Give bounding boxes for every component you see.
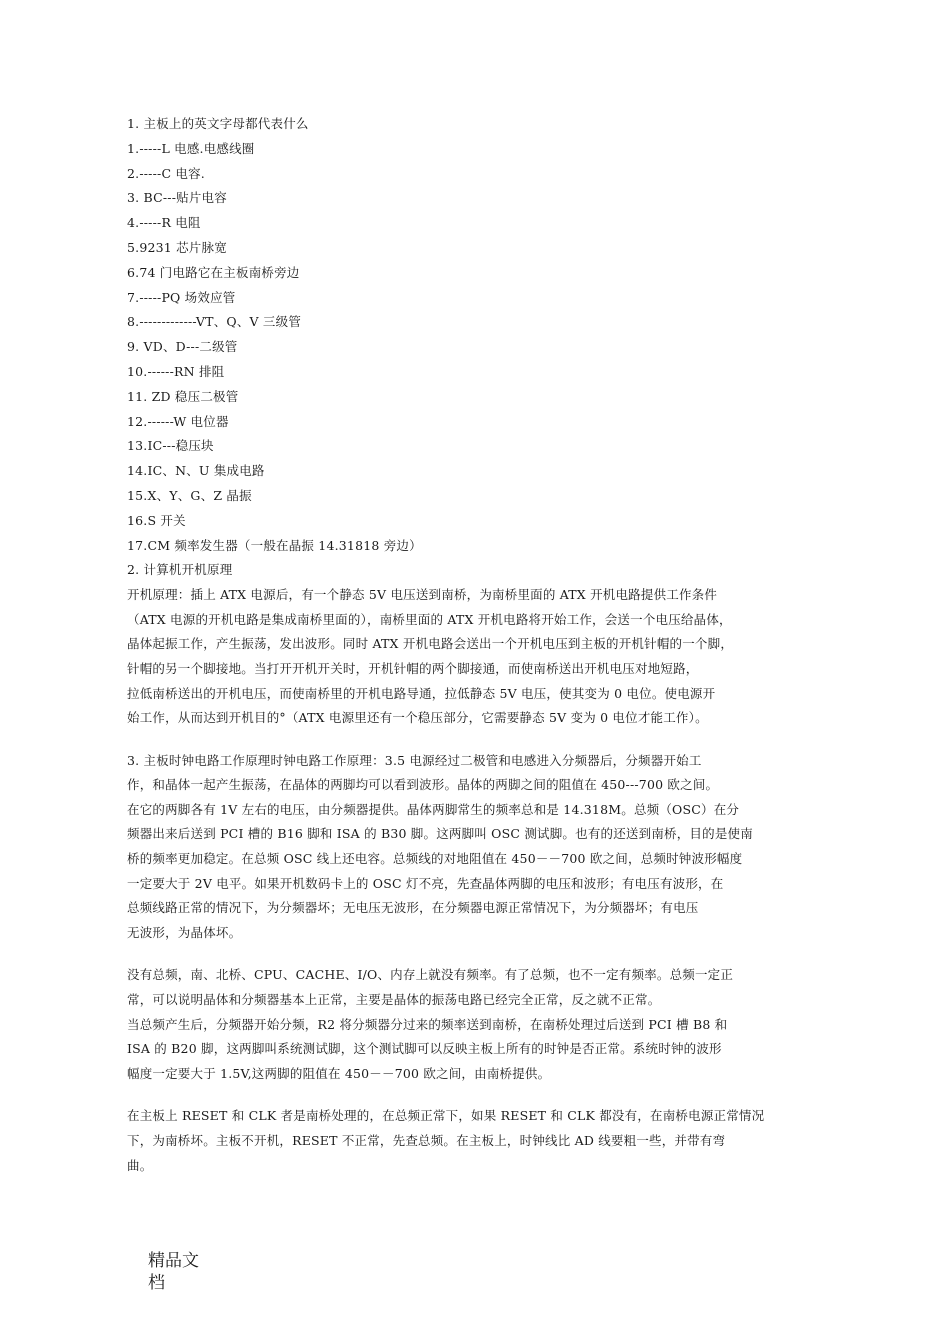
section-title: 2. 计算机开机原理 [127,562,233,578]
list-item: 14.IC、N、U 集成电路 [127,463,265,479]
component-list [127,137,767,559]
spacer [127,945,767,963]
list-item: 2.-----C 电容. [127,165,205,181]
paragraph-line: 桥的频率更加稳定。在总频 OSC 线上还电容。总频线的对地阻值在 450－－700 欧之间，总频时钟波形幅度 [127,851,743,867]
paragraph-line: 无波形，为晶体坏。 [127,924,242,940]
paragraph-line: 作，和晶体一起产生振荡，在晶体的两脚均可以看到波形。晶体的两脚之间的阻值在 450---700 欧之间。 [127,777,719,793]
paragraph-line: 晶体起振工作，产生振荡，发出波形。同时 ATX 开机电路会送出一个开机电压到主板的开机针帽的一个脚， [127,636,734,652]
paragraph-line: 始工作，从而达到开机目的°（ATX 电源里还有一个稳压部分，它需要静态 5V 变为 0 电位才能工作）。 [127,710,708,726]
paragraph-line: ISA 的 B20 脚，这两脚叫系统测试脚，这个测试脚可以反映主板上所有的时钟是否正常。系统时钟的波形 [127,1041,722,1057]
paragraph-line: 开机原理：插上 ATX 电源后，有一个静态 5V 电压送到南桥，为南桥里面的 ATX 开机电路提供工作条件 [127,587,718,603]
footer-line: 精品文 [148,1251,199,1271]
paragraph-line: 一定要大于 2V 电平。如果开机数码卡上的 OSC 灯不亮，先查晶体两脚的电压和波形；有电压有波形，在 [127,875,724,891]
paragraph-line: 下，为南桥坏。主板不开机，RESET 不正常，先查总频。在主板上，时钟线比 AD 线要粗一些，并带有弯 [127,1133,726,1149]
paragraph-line: 幅度一定要大于 1.5V,这两脚的阻值在 450－－700 欧之间，由南桥提供。 [127,1065,551,1081]
list-item: 15.X、Y、G、Z 晶振 [127,487,252,503]
paragraph-line: （ATX 电源的开机电路是集成南桥里面的），南桥里面的 ATX 开机电路将开始工作，会送一个电压给晶体， [127,611,732,627]
list-item: 3. BC---贴片电容 [127,190,227,206]
footer-watermark [148,1250,208,1294]
list-item: 10.------RN 排阻 [127,363,225,379]
list-item: 17.CM 频率发生器（一般在晶振 14.31818 旁边） [127,537,422,553]
paragraph-total-frequency [127,963,767,1086]
paragraph-clock-circuit [127,749,767,946]
list-item: 8.-------------VT、Q、V 三级管 [127,314,302,330]
paragraph-line: 在主板上 RESET 和 CLK 者是南桥处理的，在总频正常下，如果 RESET 和 CLK 都没有，在南桥电源正常情况 [127,1108,765,1124]
spacer [127,731,767,749]
list-item: 12.------W 电位器 [127,413,229,429]
document-body [127,112,767,1178]
list-item: 5.9231 芯片脉宽 [127,239,227,255]
list-item: 9. VD、D---二级管 [127,339,238,355]
paragraph-line: 拉低南桥送出的开机电压，而使南桥里的开机电路导通，拉低静态 5V 电压，使其变为 0 电位。使电源开 [127,685,716,701]
paragraph-line: 曲。 [127,1157,153,1173]
footer-line: 档 [148,1273,165,1293]
paragraph-line: 频器出来后送到 PCI 槽的 B16 脚和 ISA 的 B30 脚。这两脚叫 OSC 测试脚。也有的还送到南桥，目的是使南 [127,826,753,842]
paragraph-line: 没有总频，南、北桥、CPU、CACHE、I/O、内存上就没有频率。有了总频，也不一定有频率。总频一定正 [127,967,734,983]
paragraph-line: 总频线路正常的情况下，为分频器坏；无电压无波形，在分频器电源正常情况下，为分频器坏；有电压 [127,900,699,916]
list-item: 16.S 开关 [127,512,186,528]
paragraph-line: 3. 主板时钟电路工作原理时钟电路工作原理：3.5 电源经过二极管和电感进入分频器后，分频器开始工 [127,752,702,768]
list-item: 13.IC---稳压块 [127,438,214,454]
spacer [127,1086,767,1104]
list-item: 7.-----PQ 场效应管 [127,289,236,305]
paragraph-reset-clk [127,1104,767,1178]
list-item: 4.-----R 电阻 [127,215,201,231]
list-item: 6.74 门电路它在主板南桥旁边 [127,264,300,280]
list-item: 1.-----L 电感.电感线圈 [127,140,255,156]
paragraph-line: 在它的两脚各有 1V 左右的电压，由分频器提供。晶体两脚常生的频率总和是 14.318M。总频（OSC）在分 [127,801,740,817]
paragraph-line: 针帽的另一个脚接地。当打开开机开关时，开机针帽的两个脚接通，而使南桥送出开机电压对地短路， [127,660,699,676]
list-title: 1. 主板上的英文字母都代表什么 [127,116,309,131]
list-item: 11. ZD 稳压二极管 [127,388,239,404]
paragraph-line: 常，可以说明晶体和分频器基本上正常，主要是晶体的振荡电路已经完全正常，反之就不正常。 [127,992,661,1008]
paragraph-line: 当总频产生后，分频器开始分频，R2 将分频器分过来的频率送到南桥，在南桥处理过后送到 PCI 槽 B8 和 [127,1016,728,1032]
paragraph-boot-principle [127,583,767,731]
